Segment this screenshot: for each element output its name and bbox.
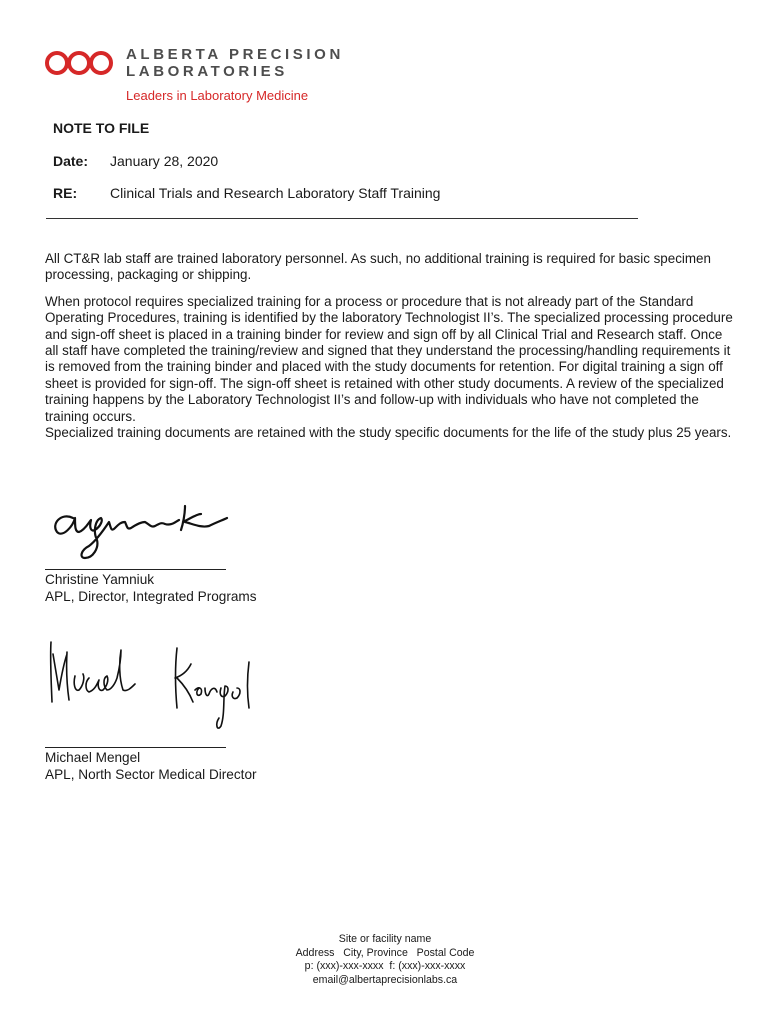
footer-email: email@albertaprecisionlabs.ca [312, 973, 458, 986]
header-divider [46, 218, 638, 219]
memo-body [45, 251, 735, 441]
signature-mengel [45, 632, 265, 742]
signatory-title: APL, North Sector Medical Director [45, 767, 257, 782]
logo-tagline: Leaders in Laboratory Medicine [126, 88, 309, 103]
paragraph-2: When protocol requires specialized training for a process or procedure that is not already part of the Standard Operating Procedures, training is identified by the laboratory Technologist II’s. The specialized processing procedure and sign-off sheet is placed in a training binder for review and sign off by all Clinical Trial and Research staff. Once all staff have completed the training/review and signed that they understand the processing/handling requirements it is removed from the training binder and placed with the study documents for retention. For digital training a sign off sheet is provided for sign-off. The sign-off sheet is retained with other study documents. A review of the specialized training happens by the Laboratory Technologist II’s and follow-up with individuals who have not completed the training occurs. [45, 293, 733, 424]
date-label: Date: [53, 153, 89, 169]
logo-name-line1: ALBERTA PRECISION [126, 46, 344, 63]
date-value: January 28, 2020 [110, 153, 219, 169]
logo-name-line2: LABORATORIES [126, 63, 288, 80]
signatory-title: APL, Director, Integrated Programs [45, 589, 257, 604]
subject-value: Clinical Trials and Research Laboratory Staff Training [110, 185, 441, 201]
signatory-name: Christine Yamniuk [45, 572, 155, 587]
signature-line [45, 747, 226, 748]
company-logo [44, 44, 364, 106]
signatory-name: Michael Mengel [45, 750, 141, 765]
footer-contact [235, 933, 535, 987]
subject-label: RE: [53, 185, 78, 201]
logo-wordmark [126, 46, 344, 80]
document-title: NOTE TO FILE [53, 120, 150, 136]
footer-site-name: Site or facility name [338, 933, 432, 945]
paragraph-3: Specialized training documents are retained with the study specific documents for the life of the study plus 25 years. [45, 425, 732, 441]
signature-yamniuk [45, 492, 245, 562]
paragraph-1: All CT&R lab staff are trained laboratory personnel. As such, no additional training is required for basic specimen processing, packaging or shipping. [45, 251, 711, 283]
signature-line [45, 569, 226, 570]
footer-address: Address City, Province Postal Code [295, 946, 475, 959]
logo-rings-icon [44, 50, 114, 76]
footer-phone-fax: p: (xxx)-xxx-xxxx f: (xxx)-xxx-xxxx [304, 960, 466, 973]
